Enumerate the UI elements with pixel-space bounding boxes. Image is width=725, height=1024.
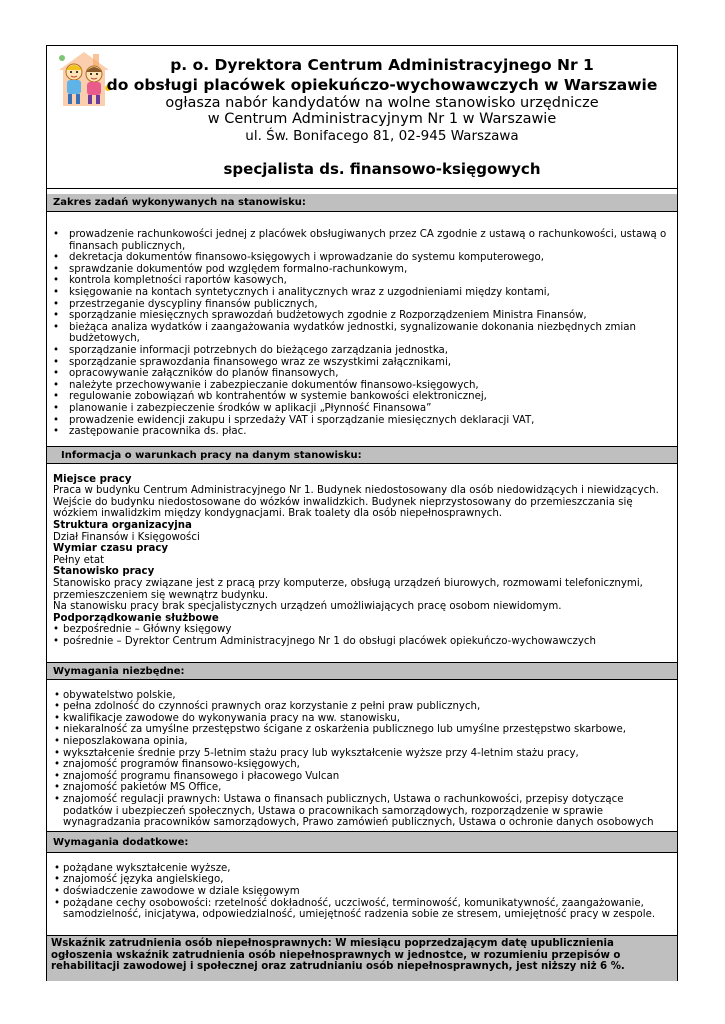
list-item: • pożądane cechy osobowości: rzetelność dokładność, uczciwość, terminowość, komunikatywność, zaangażowanie, samodzielność, inicjatywa, odpowiedzialność, umiejętność radzenia sobie ze stresem, umiejętność pracy w zespole. — [47, 898, 677, 921]
list-item: • prowadzenie rachunkowości jednej z placówek obsługiwanych przez CA zgodnie z ustawą o rachunkowości, ustawą o finansach publicznych, — [47, 229, 677, 252]
list-item: • znajomość języka angielskiego, — [47, 874, 677, 886]
zakres-list — [47, 229, 677, 438]
struktura-text: Dział Finansów i Księgowości — [53, 531, 200, 543]
dodatkowe-list — [47, 863, 677, 921]
list-item: • kwalifikacje zawodowe do wykonywania pracy na ww. stanowisku, — [47, 713, 677, 725]
list-item: • opracowywanie załączników do planów finansowych, — [47, 368, 677, 380]
list-item: • planowanie i zabezpieczenie środków w aplikacji „Płynność Finansowa” — [47, 403, 677, 415]
header-line-1: p. o. Dyrektora Centrum Administracyjnego Nr 1 — [170, 56, 594, 74]
wymiar-label: Wymiar czasu pracy — [53, 543, 169, 555]
list-item: • bezpośrednie – Główny księgowy — [53, 624, 669, 636]
position-title: specjalista ds. finansowo-księgowych — [223, 160, 541, 178]
list-item: • sprawdzanie dokumentów pod względem formalno-rachunkowym, — [47, 264, 677, 276]
announcement-header — [47, 46, 677, 189]
list-item: • przestrzeganie dyscypliny finansów publicznych, — [47, 299, 677, 311]
list-item: • wykształcenie średnie przy 5-letnim stażu pracy lub wykształcenie wyższe przy 4-letnim stażu pracy, — [47, 748, 677, 760]
list-item: • kontrola kompletności raportów kasowych, — [47, 275, 677, 287]
stanowisko-text: Stanowisko pracy związane jest z pracą przy komputerze, obsługą urządzeń biurowych, rozmowami telefonicznymi, przemieszczeniem się wewnątrz budynku. — [53, 578, 643, 601]
list-item: • księgowanie na kontach syntetycznych i analitycznych wraz z uzgodnieniami między kontami, — [47, 287, 677, 299]
niezbedne-list — [47, 690, 677, 829]
list-item: • sporządzanie miesięcznych sprawozdań budżetowych zgodnie z Rozporządzeniem Ministra Finansów, — [47, 310, 677, 322]
warunki-heading: Informacja o warunkach pracy na danym stanowisku: — [47, 446, 677, 464]
list-item: • znajomość pakietów MS Office, — [47, 782, 677, 794]
miejsce-text: Praca w budynku Centrum Administracyjnego Nr 1. Budynek niedostosowany dla osób niedowidzących i niewidzących. Wejście do budynku niedostosowane do wózków inwalidzkich. Budynek nieprzystosowany do przemieszczania się wózkiem inwalidzkim między kondygnacjami. Brak toalety dla osób niepełnosprawnych. — [53, 485, 659, 520]
list-item: • pożądane wykształcenie wyższe, — [47, 863, 677, 875]
list-item: • zastępowanie pracownika ds. płac. — [47, 426, 677, 438]
list-item: • znajomość regulacji prawnych: Ustawa o finansach publicznych, Ustawa o rachunkowości, przepisy dotyczące podatków i ubezpieczeń społecznych, Ustawa o pracownikach samorządowych, rozporządzenie w sprawie wynagradzania pracowników samorządowych, Prawo zamówień publicznych, Ustawa o ochronie danych osobowych — [47, 794, 677, 829]
list-item: • prowadzenie ewidencji zakupu i sprzedaży VAT i sporządzanie miesięcznych deklaracji VAT, — [47, 415, 677, 427]
header-line-2: do obsługi placówek opiekuńczo-wychowawczych w Warszawie — [106, 76, 658, 94]
list-item: • dekretacja dokumentów finansowo-księgowych i wprowadzanie do systemu komputerowego, — [47, 252, 677, 264]
list-item: • znajomość programów finansowo-księgowych, — [47, 759, 677, 771]
stanowisko-text-2: Na stanowisku pracy brak specjalistycznych urządzeń umożliwiających pracę osobom niewidomym. — [53, 601, 562, 613]
header-line-3: ogłasza nabór kandydatów na wolne stanowisko urzędnicze — [165, 95, 599, 111]
zakres-heading: Zakres zadań wykonywanych na stanowisku: — [47, 194, 677, 212]
employment-indicator-note: Wskaźnik zatrudnienia osób niepełnosprawnych: W miesiącu poprzedzającym datę upublicznienia ogłoszenia wskaźnik zatrudnienia osób niepełnosprawnych w jednostce, w rozumieniu przepisów o rehabilitacji zawodowej i społecznej oraz zatrudnianiu osób niepełnosprawnych, jest niższy niż 6 %. — [47, 935, 677, 981]
list-item: • pośrednie – Dyrektor Centrum Administracyjnego Nr 1 do obsługi placówek opiekuńczo-wychowawczych — [53, 636, 669, 648]
warunki-section — [47, 474, 677, 648]
list-item: • obywatelstwo polskie, — [47, 690, 677, 702]
list-item: • sporządzanie sprawozdania finansowego wraz ze wszystkimi załącznikami, — [47, 357, 677, 369]
announcement-page — [46, 45, 678, 981]
miejsce-label: Miejsce pracy — [53, 473, 132, 485]
dodatkowe-heading: Wymagania dodatkowe: — [47, 831, 677, 853]
list-item: • bieżąca analiza wydatków i zaangażowania wydatków jednostki, sygnalizowanie dokonania niezbędnych zmian budżetowych, — [47, 322, 677, 345]
list-item: • nieposzlakowana opinia, — [47, 736, 677, 748]
header-address: ul. Św. Bonifacego 81, 02-945 Warszawa — [245, 128, 519, 144]
list-item: • regulowanie zobowiązań wb kontrahentów w systemie bankowości elektronicznej, — [47, 391, 677, 403]
struktura-label: Struktura organizacyjna — [53, 520, 192, 532]
podporzadkowanie-list — [53, 624, 669, 647]
list-item: • pełna zdolność do czynności prawnych oraz korzystanie z pełni praw publicznych, — [47, 701, 677, 713]
list-item: • znajomość programu finansowego i płacowego Vulcan — [47, 771, 677, 783]
podporzadkowanie-label: Podporządkowanie służbowe — [53, 612, 219, 624]
header-line-4: w Centrum Administracyjnym Nr 1 w Warszawie — [207, 111, 557, 127]
niezbedne-heading: Wymagania niezbędne: — [47, 662, 677, 680]
stanowisko-label: Stanowisko pracy — [53, 566, 155, 578]
wymiar-text: Pełny etat — [53, 554, 105, 566]
list-item: • doświadczenie zawodowe w dziale księgowym — [47, 886, 677, 898]
list-item: • niekaralność za umyślne przestępstwo ścigane z oskarżenia publicznego lub umyślne przestępstwo skarbowe, — [47, 724, 677, 736]
list-item: • sporządzanie informacji potrzebnych do bieżącego zarządzania jednostka, — [47, 345, 677, 357]
list-item: • należyte przechowywanie i zabezpieczanie dokumentów finansowo-księgowych, — [47, 380, 677, 392]
